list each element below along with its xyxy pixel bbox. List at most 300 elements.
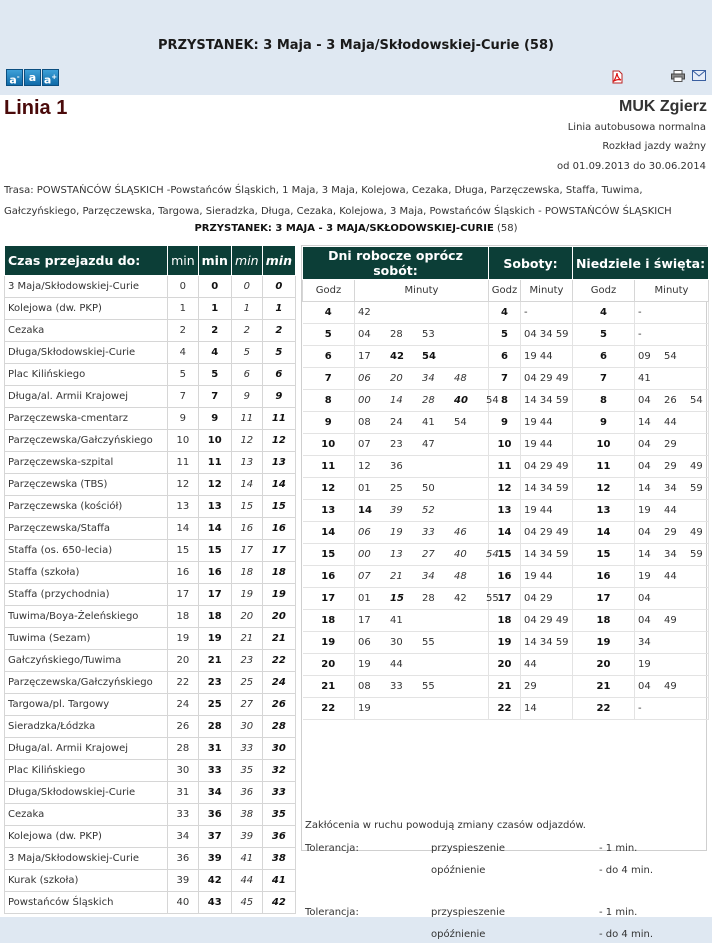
saturday-minutes: 19 44	[521, 412, 573, 434]
departure-row	[303, 478, 709, 500]
sunday-hour: 21	[573, 676, 635, 698]
weekday-hour: 16	[303, 566, 355, 588]
departure-minute: 04	[638, 527, 651, 538]
travel-minutes: 19	[198, 628, 231, 650]
travel-minutes: 34	[168, 826, 199, 848]
departure-row	[303, 434, 709, 456]
travel-minutes: 0	[168, 276, 199, 298]
travel-row	[5, 518, 296, 540]
departure-minute: 07	[358, 439, 371, 450]
travel-minutes: 15	[168, 540, 199, 562]
stop-name: Plac Kilińskiego	[5, 364, 168, 386]
weekday-hour: 20	[303, 654, 355, 676]
departure-minute: 46	[454, 527, 467, 538]
travel-minutes: 5	[262, 342, 295, 364]
travel-minutes: 1	[198, 298, 231, 320]
travel-minutes: 17	[168, 584, 199, 606]
travel-header: Czas przejazdu do:	[5, 246, 168, 276]
sunday-minutes	[635, 478, 709, 500]
operator-name: MUK Zgierz	[619, 98, 707, 115]
travel-minutes: 18	[231, 562, 262, 584]
departure-minute: 34	[664, 483, 677, 494]
sunday-minutes	[635, 610, 709, 632]
sunday-header: Niedziele i święta:	[573, 247, 709, 280]
saturday-hour: 9	[489, 412, 521, 434]
departure-minute: 44	[664, 505, 677, 516]
travel-row	[5, 496, 296, 518]
travel-minutes: 5	[198, 364, 231, 386]
departure-minute: 30	[390, 637, 403, 648]
travel-minutes: 41	[262, 870, 295, 892]
weekday-minutes	[355, 522, 489, 544]
travel-minutes: 42	[262, 892, 295, 914]
departure-row	[303, 368, 709, 390]
saturday-hour: 6	[489, 346, 521, 368]
hour-col-saturday: Godz	[489, 280, 521, 302]
departure-minute: 48	[454, 373, 467, 384]
departure-minute: 54	[486, 395, 499, 406]
tolerance-row: Tolerancja: przyspieszenie - 1 min.	[305, 843, 638, 854]
sunday-minutes	[635, 412, 709, 434]
saturday-minutes: 04 34 59	[521, 324, 573, 346]
travel-minutes: 6	[262, 364, 295, 386]
travel-minutes: 21	[231, 628, 262, 650]
saturday-minutes: 19 44	[521, 566, 573, 588]
sunday-minutes	[635, 324, 709, 346]
travel-minutes: 19	[262, 584, 295, 606]
departure-minute: 19	[638, 571, 651, 582]
departure-minute: 24	[390, 417, 403, 428]
validity-label: Rozkład jazdy ważny	[602, 141, 706, 152]
stop-name: Długa/Skłodowskiej-Curie	[5, 342, 168, 364]
departure-minute: 13	[390, 549, 403, 560]
stop-name: Sieradzka/Łódzka	[5, 716, 168, 738]
travel-minutes: 18	[168, 606, 199, 628]
departure-minute: 41	[638, 373, 651, 384]
travel-row	[5, 298, 296, 320]
saturday-minutes: 44	[521, 654, 573, 676]
sunday-minutes	[635, 390, 709, 412]
sunday-hour: 14	[573, 522, 635, 544]
departure-minute: 00	[358, 549, 371, 560]
departure-minute: 04	[638, 439, 651, 450]
travel-minutes: 15	[262, 496, 295, 518]
sunday-hour: 22	[573, 698, 635, 720]
sunday-minutes	[635, 544, 709, 566]
travel-row	[5, 540, 296, 562]
weekday-hour: 12	[303, 478, 355, 500]
travel-minutes: 16	[198, 562, 231, 584]
departure-minute: 42	[454, 593, 467, 604]
departure-row	[303, 610, 709, 632]
pdf-icon[interactable]	[611, 70, 623, 84]
stop-heading: PRZYSTANEK: 3 MAJA - 3 MAJA/SKŁODOWSKIEJ-CURIE (58)	[194, 223, 518, 234]
font-normal-button[interactable]: a	[24, 69, 41, 86]
saturday-minutes: 19 44	[521, 434, 573, 456]
departure-minute: 42	[358, 307, 371, 318]
travel-minutes: 11	[168, 452, 199, 474]
departure-minute: 19	[390, 527, 403, 538]
travel-row	[5, 760, 296, 782]
saturday-hour: 14	[489, 522, 521, 544]
sunday-hour: 13	[573, 500, 635, 522]
travel-minutes: 33	[262, 782, 295, 804]
departure-minute: 42	[390, 351, 404, 362]
departure-minute: 04	[638, 615, 651, 626]
departure-row	[303, 390, 709, 412]
weekday-minutes	[355, 368, 489, 390]
travel-minutes: 33	[198, 760, 231, 782]
departure-minute: 55	[486, 593, 499, 604]
font-size-tools	[6, 69, 60, 86]
departure-minute: 15	[390, 593, 404, 604]
departure-minute: 29	[664, 439, 677, 450]
travel-row	[5, 474, 296, 496]
saturday-hour: 17	[489, 588, 521, 610]
departure-minute: 00	[358, 395, 371, 406]
sunday-minutes	[635, 632, 709, 654]
travel-minutes: 15	[231, 496, 262, 518]
travel-minutes: 17	[198, 584, 231, 606]
sunday-hour: 15	[573, 544, 635, 566]
travel-minutes: 14	[231, 474, 262, 496]
departures-table	[302, 246, 709, 720]
travel-minutes: 32	[262, 760, 295, 782]
departure-row	[303, 698, 709, 720]
hour-col-sunday: Godz	[573, 280, 635, 302]
saturday-hour: 19	[489, 632, 521, 654]
weekday-minutes	[355, 412, 489, 434]
departure-minute: 49	[664, 681, 677, 692]
departure-minute: 14	[638, 549, 651, 560]
departure-minute: 54	[454, 417, 467, 428]
saturday-hour: 7	[489, 368, 521, 390]
departure-minute: 41	[390, 615, 403, 626]
departure-minute: 06	[358, 637, 371, 648]
print-icon[interactable]	[671, 70, 685, 82]
travel-minutes: 12	[231, 430, 262, 452]
weekday-minutes	[355, 302, 489, 324]
travel-minutes: 12	[198, 474, 231, 496]
travel-row	[5, 408, 296, 430]
departure-row	[303, 588, 709, 610]
weekday-hour: 7	[303, 368, 355, 390]
travel-minutes: 9	[231, 386, 262, 408]
weekday-hour: 13	[303, 500, 355, 522]
stop-name: Staffa (os. 650-lecia)	[5, 540, 168, 562]
departure-minute: 06	[358, 373, 371, 384]
departure-minute: 01	[358, 483, 371, 494]
line-title: Linia 1	[4, 97, 68, 119]
departure-minute: 54	[664, 351, 677, 362]
travel-minutes: 39	[168, 870, 199, 892]
saturday-hour: 16	[489, 566, 521, 588]
departure-minute: 28	[422, 593, 435, 604]
departure-row	[303, 632, 709, 654]
departure-minute: 59	[690, 483, 703, 494]
stop-name: Cezaka	[5, 804, 168, 826]
travel-minutes: 2	[262, 320, 295, 342]
travel-minutes: 28	[198, 716, 231, 738]
departure-minute: 14	[390, 395, 403, 406]
saturday-minutes: 04 29 49	[521, 610, 573, 632]
travel-minutes: 1	[231, 298, 262, 320]
weekday-minutes	[355, 346, 489, 368]
sunday-minutes	[635, 566, 709, 588]
travel-minutes: 14	[168, 518, 199, 540]
departure-minute: 54	[486, 549, 499, 560]
travel-minutes: 4	[198, 342, 231, 364]
weekday-minutes	[355, 588, 499, 610]
travel-minutes: 44	[231, 870, 262, 892]
departure-minute: 49	[690, 461, 703, 472]
travel-row	[5, 342, 296, 364]
departure-minute: 52	[422, 505, 435, 516]
stop-name: Staffa (przychodnia)	[5, 584, 168, 606]
weekday-hour: 21	[303, 676, 355, 698]
sunday-minutes	[635, 346, 709, 368]
travel-row	[5, 320, 296, 342]
travel-row	[5, 716, 296, 738]
departure-minute: 48	[454, 571, 467, 582]
notes-title: Zakłócenia w ruchu powodują zmiany czasów odjazdów.	[305, 820, 586, 831]
sunday-hour: 8	[573, 390, 635, 412]
departure-minute: 23	[390, 439, 403, 450]
travel-minutes: 18	[262, 562, 295, 584]
stop-name: Plac Kilińskiego	[5, 760, 168, 782]
travel-minutes: 25	[231, 672, 262, 694]
saturday-hour: 5	[489, 324, 521, 346]
stop-name: Kurak (szkoła)	[5, 870, 168, 892]
travel-row	[5, 870, 296, 892]
travel-minutes: 9	[262, 386, 295, 408]
departure-minute: 19	[358, 703, 371, 714]
travel-minutes: 22	[262, 650, 295, 672]
sunday-minutes	[635, 676, 709, 698]
travel-minutes: 6	[231, 364, 262, 386]
travel-minutes: 20	[231, 606, 262, 628]
departure-minute: 04	[638, 395, 651, 406]
tolerance-row: Tolerancja: przyspieszenie - 1 min.	[305, 907, 638, 918]
departure-minute: 14	[358, 505, 372, 516]
departure-row	[303, 566, 709, 588]
travel-minutes: 30	[262, 738, 295, 760]
travel-minutes: 12	[262, 430, 295, 452]
weekday-header: Dni robocze oprócz sobót:	[303, 247, 489, 280]
departure-minute: 53	[422, 329, 435, 340]
weekday-minutes	[355, 632, 489, 654]
saturday-header: Soboty:	[489, 247, 573, 280]
weekday-hour: 4	[303, 302, 355, 324]
page-title: PRZYSTANEK: 3 Maja - 3 Maja/Skłodowskiej-Curie (58)	[158, 38, 554, 53]
stop-name: Parzęczewska/Gałczyńskiego	[5, 672, 168, 694]
stop-name: Długa/Skłodowskiej-Curie	[5, 782, 168, 804]
departure-minute: 55	[422, 681, 435, 692]
departure-row	[303, 456, 709, 478]
departure-minute: 49	[664, 615, 677, 626]
travel-minutes: 21	[262, 628, 295, 650]
saturday-hour: 8	[489, 390, 521, 412]
weekday-hour: 10	[303, 434, 355, 456]
weekday-minutes	[355, 456, 489, 478]
travel-minutes: 7	[198, 386, 231, 408]
travel-minutes: 17	[231, 540, 262, 562]
departure-minute: 34	[422, 571, 435, 582]
sunday-minutes	[635, 368, 709, 390]
stop-name: Parzęczewska/Staffa	[5, 518, 168, 540]
travel-minutes: 28	[168, 738, 199, 760]
travel-minutes: 40	[168, 892, 199, 914]
minutes-col-saturday: Minuty	[521, 280, 573, 302]
departure-row	[303, 654, 709, 676]
travel-minutes: 35	[262, 804, 295, 826]
sunday-hour: 10	[573, 434, 635, 456]
departure-minute: 28	[422, 395, 435, 406]
saturday-minutes: 14 34 59	[521, 632, 573, 654]
sunday-hour: 12	[573, 478, 635, 500]
departure-minute: 06	[358, 527, 371, 538]
saturday-hour: 21	[489, 676, 521, 698]
weekday-hour: 11	[303, 456, 355, 478]
sunday-hour: 20	[573, 654, 635, 676]
font-larger-button[interactable]: a+	[42, 69, 59, 86]
min-col-2: min	[198, 246, 231, 276]
departure-minute: 26	[664, 395, 677, 406]
travel-minutes: 17	[262, 540, 295, 562]
travel-row	[5, 628, 296, 650]
weekday-hour: 14	[303, 522, 355, 544]
sunday-hour: 18	[573, 610, 635, 632]
departure-minute: 34	[422, 373, 435, 384]
travel-row	[5, 562, 296, 584]
tolerance-row: opóźnienie - do 4 min.	[431, 929, 654, 940]
travel-minutes: 16	[231, 518, 262, 540]
departure-minute: 50	[422, 483, 435, 494]
sunday-minutes	[635, 588, 709, 610]
hour-col-weekday: Godz	[303, 280, 355, 302]
minutes-col-sunday: Minuty	[635, 280, 709, 302]
saturday-minutes: 19 44	[521, 500, 573, 522]
travel-minutes: 5	[231, 342, 262, 364]
sunday-minutes	[635, 500, 709, 522]
departure-row	[303, 302, 709, 324]
sunday-hour: 7	[573, 368, 635, 390]
weekday-hour: 22	[303, 698, 355, 720]
departure-minute: 34	[638, 637, 651, 648]
sunday-minutes	[635, 434, 709, 456]
departure-row	[303, 412, 709, 434]
travel-minutes: 36	[198, 804, 231, 826]
stop-name: Tuwima/Boya-Żeleńskiego	[5, 606, 168, 628]
travel-minutes: 36	[231, 782, 262, 804]
sunday-minutes	[635, 654, 709, 676]
departure-row	[303, 324, 709, 346]
departure-minute: 28	[390, 329, 403, 340]
line-type: Linia autobusowa normalna	[567, 122, 706, 133]
departure-minute: 33	[390, 681, 403, 692]
travel-time-table	[4, 245, 296, 914]
saturday-minutes: 04 29 49	[521, 368, 573, 390]
departure-minute: 34	[664, 549, 677, 560]
stop-name: Kolejowa (dw. PKP)	[5, 826, 168, 848]
travel-row	[5, 848, 296, 870]
sunday-hour: 19	[573, 632, 635, 654]
validity-range: od 01.09.2013 do 30.06.2014	[557, 161, 706, 172]
stop-name: Parzęczewska (TBS)	[5, 474, 168, 496]
travel-minutes: 45	[231, 892, 262, 914]
departure-minute: 49	[690, 527, 703, 538]
travel-row	[5, 650, 296, 672]
travel-minutes: 10	[168, 430, 199, 452]
departure-minute: 44	[664, 571, 677, 582]
font-smaller-button[interactable]: a-	[6, 69, 23, 86]
travel-minutes: 31	[168, 782, 199, 804]
departure-minute: 01	[358, 593, 371, 604]
stop-name: 3 Maja/Skłodowskiej-Curie	[5, 848, 168, 870]
travel-minutes: 0	[231, 276, 262, 298]
saturday-hour: 20	[489, 654, 521, 676]
travel-minutes: 39	[231, 826, 262, 848]
travel-minutes: 14	[262, 474, 295, 496]
departure-minute: 19	[638, 659, 651, 670]
travel-row	[5, 430, 296, 452]
weekday-hour: 5	[303, 324, 355, 346]
departure-minute: 17	[358, 351, 371, 362]
departure-minute: -	[638, 703, 642, 714]
weekday-minutes	[355, 610, 489, 632]
sunday-minutes	[635, 522, 709, 544]
weekday-minutes	[355, 544, 499, 566]
departure-minute: 04	[638, 681, 651, 692]
travel-minutes: 31	[198, 738, 231, 760]
saturday-minutes: 19 44	[521, 346, 573, 368]
travel-minutes: 4	[168, 342, 199, 364]
weekday-minutes	[355, 500, 489, 522]
travel-minutes: 23	[198, 672, 231, 694]
departure-minute: 19	[638, 505, 651, 516]
travel-minutes: 24	[168, 694, 199, 716]
travel-minutes: 30	[231, 716, 262, 738]
departure-minute: 17	[358, 615, 371, 626]
departure-minute: 14	[638, 483, 651, 494]
mail-icon[interactable]	[692, 70, 706, 81]
travel-minutes: 26	[262, 694, 295, 716]
weekday-hour: 18	[303, 610, 355, 632]
weekday-minutes	[355, 434, 489, 456]
saturday-hour: 10	[489, 434, 521, 456]
saturday-hour: 11	[489, 456, 521, 478]
sunday-minutes	[635, 456, 709, 478]
minutes-col-weekday: Minuty	[355, 280, 489, 302]
departure-minute: 39	[390, 505, 403, 516]
stop-name: Parzęczewska/Gałczyńskiego	[5, 430, 168, 452]
departure-minute: 55	[422, 637, 435, 648]
tolerance-row: opóźnienie - do 4 min.	[431, 865, 654, 876]
travel-row	[5, 386, 296, 408]
saturday-minutes: 04 29 49	[521, 522, 573, 544]
saturday-hour: 15	[489, 544, 521, 566]
departure-row	[303, 522, 709, 544]
travel-minutes: 11	[262, 408, 295, 430]
sunday-hour: 6	[573, 346, 635, 368]
travel-minutes: 19	[231, 584, 262, 606]
stop-name: Gałczyńskiego/Tuwima	[5, 650, 168, 672]
travel-minutes: 36	[168, 848, 199, 870]
saturday-hour: 18	[489, 610, 521, 632]
departure-minute: 04	[638, 461, 651, 472]
saturday-hour: 13	[489, 500, 521, 522]
sunday-hour: 11	[573, 456, 635, 478]
